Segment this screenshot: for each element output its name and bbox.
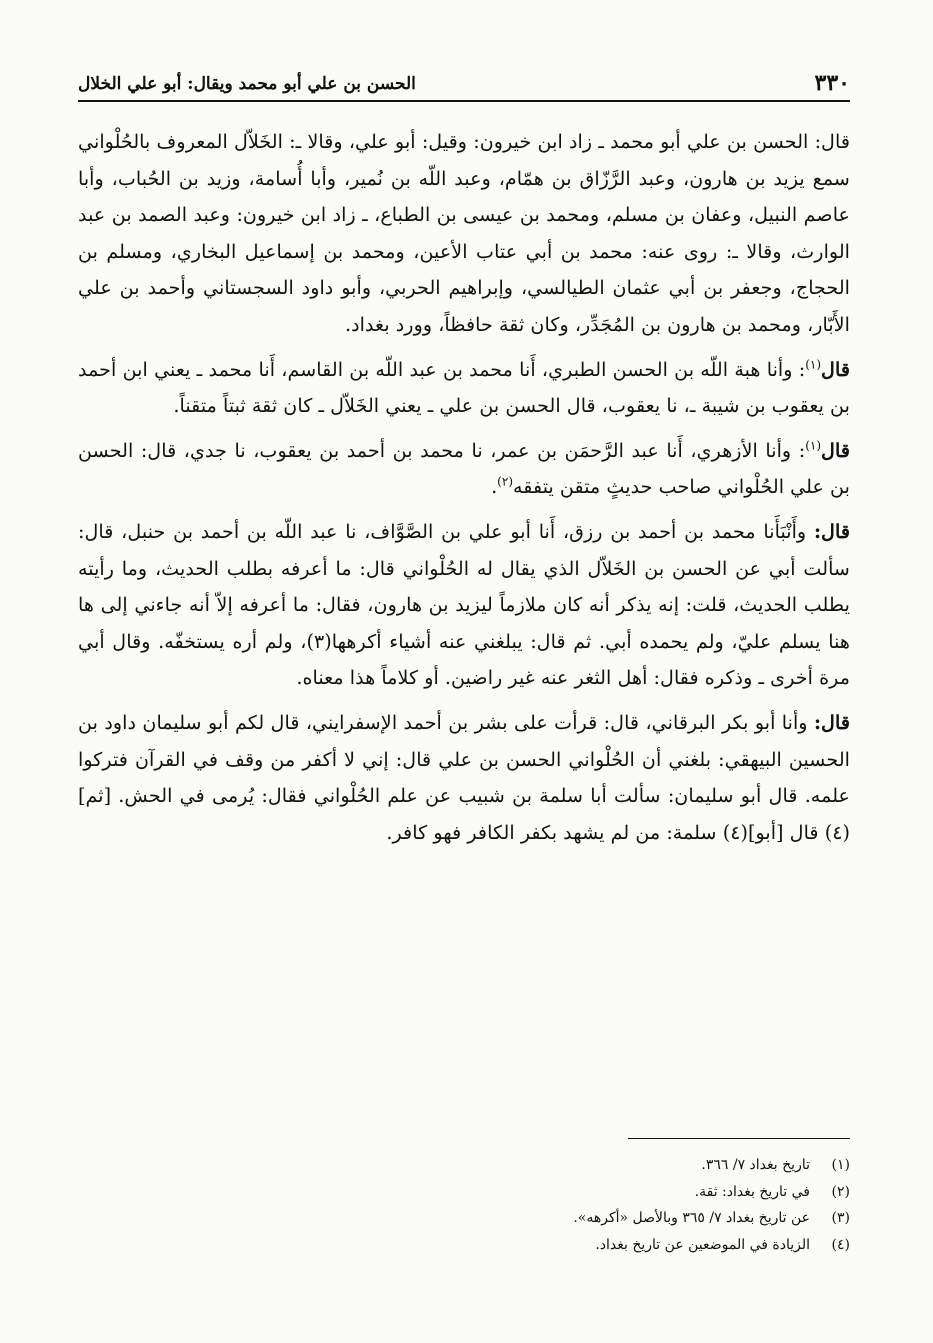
footnote-3 xyxy=(300,1205,850,1232)
paragraph-2-lead: قال xyxy=(821,357,850,381)
paragraph-4-lead: قال: xyxy=(813,519,850,543)
footnote-number: (١) xyxy=(831,1157,850,1173)
running-title: الحسن بن علي أبو محمد ويقال: أبو علي الخلال xyxy=(78,74,416,94)
paragraph-1 xyxy=(78,124,850,344)
paragraph-4 xyxy=(78,514,850,697)
footnote-ref-2: (٢) xyxy=(497,474,513,489)
paragraph-3-end: . xyxy=(491,475,498,499)
footnote-text: تاريخ بغداد ٧/ ٣٦٦. xyxy=(701,1157,810,1173)
footnotes xyxy=(300,1152,850,1258)
footnote-text: في تاريخ بغداد: ثقة. xyxy=(694,1183,810,1200)
paragraph-5 xyxy=(78,705,850,851)
paragraph-5-lead: قال: xyxy=(813,710,850,734)
paragraph-3-lead: قال xyxy=(821,438,850,462)
footnote-number: (٣) xyxy=(831,1210,850,1226)
footnote-divider xyxy=(628,1138,850,1139)
paragraph-4-text: وأَنْبَأَنا محمد بن أحمد بن رزق، أَنا أبو علي بن الصَّوَّاف، نا عبد اللّه بن أحمد بن حنبل، قال: سألت أبي عن الحسن بن الخَلاّل الذي يقال له الحُلْواني قال: ما أعرفه بطلب الحديث، وما رأيته يطلب الحديث، قلت: إنه يذكر أنه كان ملازماً ليزيد بن هارون، فقال: ما أعرفه إلاّ أنه جاءني إلى ها هنا يسلم عليّ، ولم يحمده أبي. ثم قال: يبلغني عنه أشياء أكرهها(٣)، ولم أره يستخفّه. وقال أبي مرة أخرى ـ وذكره فقال: أهل الثغر عنه غير راضين. أو كلاماً هذا معناه. xyxy=(78,519,850,690)
paragraph-2 xyxy=(78,352,850,425)
paragraph-3 xyxy=(78,433,850,506)
paragraph-5-text: وأنا أبو بكر البرقاني، قال: قرأت على بشر بن أحمد الإسفرايني، قال لكم أبو سليمان داود بن الحسين البيهقي: بلغني أن الحُلْواني الحسن بن علي قال: إني لا أكفر من وقف في القرآن فتركوا علمه. قال أبو سليمان: سألت أبا سلمة بن شبيب عن علم الحُلْواني فقال: يُرمى في الحش. [ثم](٤) قال [أبو](٤) سلمة: من لم يشهد بكفر الكافر فهو كافر. xyxy=(78,710,850,844)
page-header xyxy=(78,58,850,102)
footnote-ref-1: (١) xyxy=(805,438,822,453)
footnote-number: (٢) xyxy=(831,1183,850,1200)
paragraph-2-text: : وأنا هبة اللّه بن الحسن الطبري، أَنا محمد بن عبد اللّه بن القاسم، أَنا محمد ـ يعني ابن أحمد بن يعقوب بن شيبة ـ، نا يعقوب، قال الحسن بن علي ـ يعني الخَلاّل ـ كان ثقة ثبتاً متقناً. xyxy=(78,357,850,418)
footnote-2 xyxy=(300,1179,850,1206)
paragraph-3-text: : وأنا الأزهري، أَنا عبد الرَّحمَن بن عمر، نا محمد بن أحمد بن يعقوب، نا جدي، قال: الحسن بن علي الحُلْواني صاحب حديثٍ متقن يتفقه xyxy=(78,438,850,499)
footnote-text: عن تاريخ بغداد ٧/ ٣٦٥ وبالأصل «أكرهه». xyxy=(573,1210,810,1226)
footnote-4 xyxy=(300,1232,850,1259)
footnote-1 xyxy=(300,1152,850,1179)
paragraph-1-text: قال: الحسن بن علي أبو محمد ـ زاد ابن خيرون: وقيل: أبو علي، وقالا ـ: الخَلاّل المعروف بالحُلْواني سمع يزيد بن هارون، وعبد الرَّزّاق بن همّام، وعبد اللّه بن نُمير، وأبا أُسامة، وزيد بن الحُباب، وأبا عاصم النبيل، وعفان بن مسلم، ومحمد بن عيسى بن الطباع، ـ زاد ابن خيرون: وعبد الصمد بن عبد الوارث، وقالا ـ: روى عنه: محمد بن أبي عتاب الأعين، ومحمد بن إسماعيل البخاري، ومسلم بن الحجاج، وجعفر بن أبي عثمان الطيالسي، وإبراهيم الحربي، وأبو داود السجستاني وأحمد بن علي الأَبّار، ومحمد بن هارون بن المُجَدِّر، وكان ثقة حافظاً، وورد بغداد. xyxy=(78,130,850,336)
page-number: ٣٣٠ xyxy=(814,70,850,96)
main-text xyxy=(78,124,850,851)
footnote-ref-1: (١) xyxy=(805,357,822,372)
footnote-number: (٤) xyxy=(831,1236,850,1253)
footnote-text: الزيادة في الموضعين عن تاريخ بغداد. xyxy=(595,1236,810,1253)
